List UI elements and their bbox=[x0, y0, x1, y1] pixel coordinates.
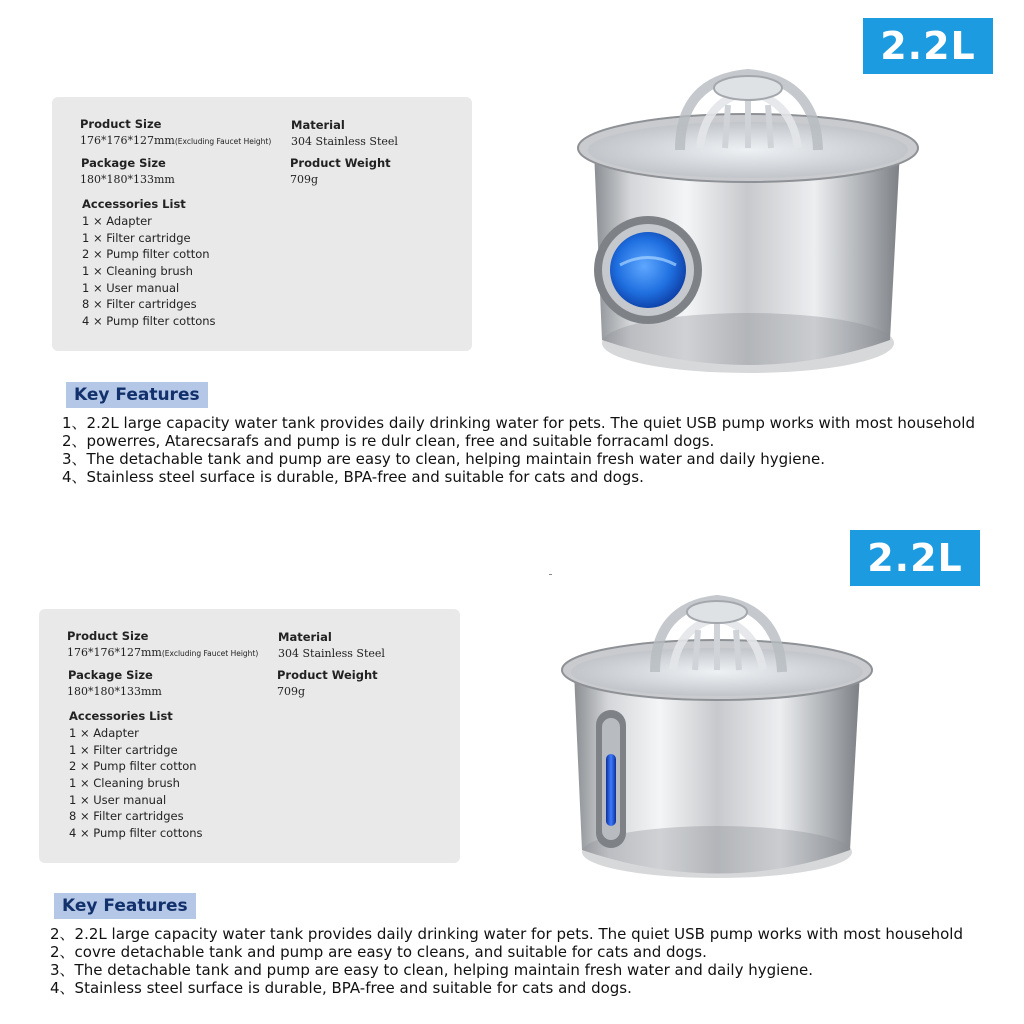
accessory-item: 1 × Filter cartridge bbox=[82, 230, 191, 245]
package-size-value: 180*180*133mm bbox=[67, 685, 162, 698]
product-panel-2 bbox=[0, 512, 1024, 1024]
feature-list bbox=[62, 414, 975, 486]
product-weight-label: Product Weight bbox=[277, 668, 378, 682]
key-features-badge: Key Features bbox=[54, 893, 196, 919]
feature-item: 4、Stainless steel surface is durable, BPA-free and suitable for cats and dogs. bbox=[50, 979, 632, 997]
divider-dot bbox=[549, 574, 552, 575]
spec-card bbox=[52, 97, 472, 351]
material-label: Material bbox=[278, 630, 332, 644]
accessory-item: 4 × Pump filter cottons bbox=[69, 826, 203, 841]
fountain-product-image bbox=[560, 582, 880, 882]
product-weight-value: 709g bbox=[290, 173, 319, 186]
product-size-label: Product Size bbox=[67, 629, 149, 643]
accessory-item: 2 × Pump filter cotton bbox=[82, 247, 210, 262]
spec-card bbox=[39, 609, 460, 863]
product-weight-label: Product Weight bbox=[290, 156, 391, 170]
package-size-label: Package Size bbox=[81, 156, 166, 170]
product-size-value: 176*176*127mm(Excluding Faucet Height) bbox=[80, 134, 272, 147]
accessory-item: 1 × User manual bbox=[82, 280, 180, 295]
accessory-item: 1 × Filter cartridge bbox=[69, 742, 178, 757]
accessory-item: 2 × Pump filter cotton bbox=[69, 759, 197, 774]
capacity-badge: 2.2L bbox=[850, 530, 980, 586]
product-size-label: Product Size bbox=[80, 117, 162, 131]
material-value: 304 Stainless Steel bbox=[278, 647, 385, 660]
accessory-item: 1 × Adapter bbox=[69, 726, 139, 740]
accessory-item: 8 × Filter cartridges bbox=[69, 809, 184, 824]
product-size-note: (Excluding Faucet Height) bbox=[174, 137, 272, 146]
key-features-badge: Key Features bbox=[66, 382, 208, 408]
accessories-list bbox=[82, 213, 216, 330]
fountain-product-image bbox=[560, 60, 920, 380]
accessories-label: Accessories List bbox=[82, 197, 186, 211]
capacity-badge: 2.2L bbox=[863, 18, 993, 74]
feature-item: 4、Stainless steel surface is durable, BPA-free and suitable for cats and dogs. bbox=[62, 468, 644, 486]
accessory-item: 4 × Pump filter cottons bbox=[82, 314, 216, 329]
accessory-item: 1 × Adapter bbox=[82, 214, 152, 228]
product-weight-value: 709g bbox=[277, 685, 306, 698]
feature-item: 2、powerres, Atarecsarafs and pump is re dulr clean, free and suitable forracaml dogs. bbox=[62, 432, 715, 450]
accessory-item: 8 × Filter cartridges bbox=[82, 297, 197, 312]
product-size-note: (Excluding Faucet Height) bbox=[161, 649, 259, 658]
package-size-value: 180*180*133mm bbox=[80, 173, 175, 186]
feature-item: 1、2.2L large capacity water tank provides daily drinking water for pets. The quiet USB pump works with most household bbox=[62, 414, 976, 432]
material-label: Material bbox=[291, 118, 345, 132]
feature-list bbox=[50, 925, 963, 997]
package-size-label: Package Size bbox=[68, 668, 153, 682]
accessory-item: 1 × Cleaning brush bbox=[69, 776, 180, 791]
feature-item: 2、covre detachable tank and pump are easy to cleans, and suitable for cats and dogs. bbox=[50, 943, 707, 961]
feature-item: 3、The detachable tank and pump are easy to clean, helping maintain fresh water and daily hygiene. bbox=[50, 961, 814, 979]
product-size-value: 176*176*127mm(Excluding Faucet Height) bbox=[67, 646, 259, 659]
feature-item: 2、2.2L large capacity water tank provides daily drinking water for pets. The quiet USB pump works with most household bbox=[50, 925, 964, 943]
accessory-item: 1 × Cleaning brush bbox=[82, 264, 193, 279]
feature-item: 3、The detachable tank and pump are easy to clean, helping maintain fresh water and daily hygiene. bbox=[62, 450, 826, 468]
accessory-item: 1 × User manual bbox=[69, 792, 167, 807]
accessories-label: Accessories List bbox=[69, 709, 173, 723]
accessories-list bbox=[69, 725, 203, 842]
material-value: 304 Stainless Steel bbox=[291, 135, 398, 148]
